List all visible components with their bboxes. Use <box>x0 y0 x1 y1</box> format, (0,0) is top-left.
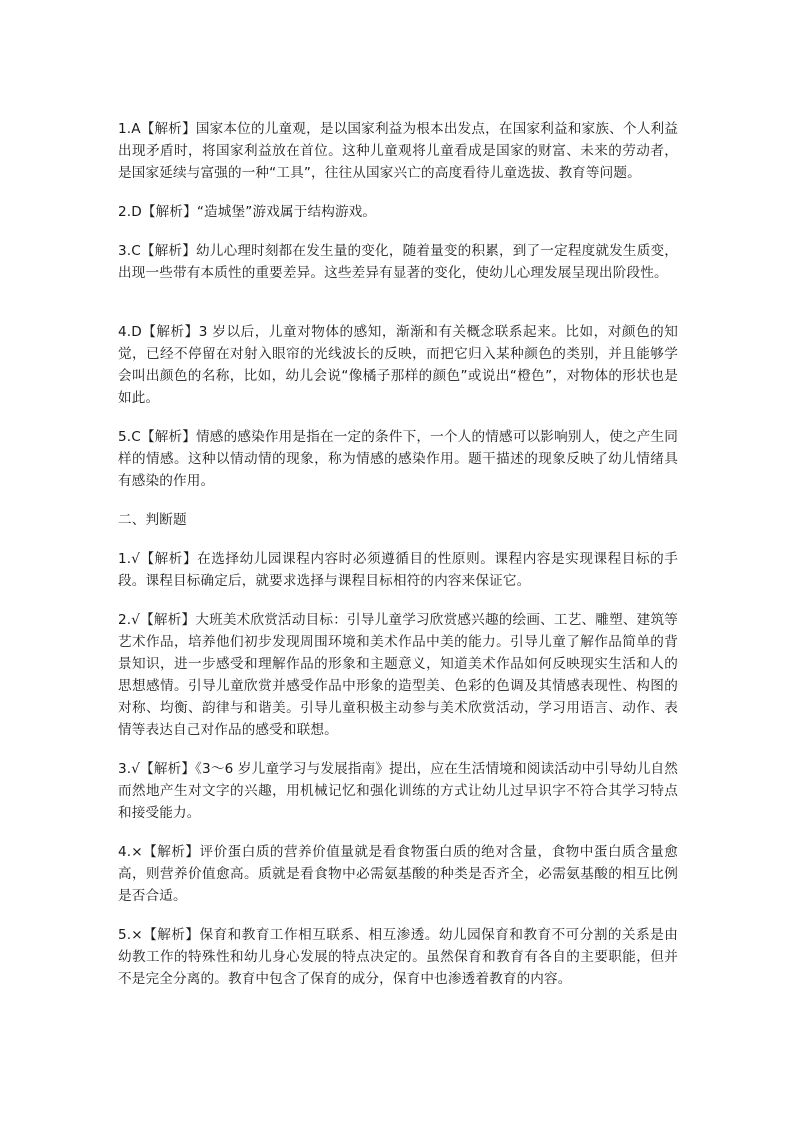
answer-1-judgment: 1.√【解析】在选择幼儿园课程内容时必须遵循目的性原则。课程内容是实现课程目标的手段。课程目标确定后，就要求选择与课程目标相符的内容来保证它。 <box>118 551 678 589</box>
answer-5-judgment: 5.×【解析】保育和教育工作相互联系、相互渗透。幼儿园保育和教育不可分割的关系是由幼教工作的特殊性和幼儿身心发展的特点决定的。虽然保育和教育有各自的主要职能，但并不是完全分离的。教育中包含了保育的成分，保育中也渗透着教育的内容。 <box>118 927 678 987</box>
answer-3-single-choice: 3.C【解析】幼儿心理时刻都在发生量的变化，随着量变的积累，到了一定程度就发生质变，出现一些带有本质性的重要差异。这些差异有显著的变化，使幼儿心理发展呈现出阶段性。 <box>118 243 678 281</box>
section-heading-judgment: 二、判断题 <box>118 512 187 528</box>
answer-5-single-choice: 5.C【解析】情感的感染作用是指在一定的条件下，一个人的情感可以影响别人，使之产生同样的情感。这种以情动情的现象，称为情感的感染作用。题干描述的现象反映了幼儿情绪具有感染的作用。 <box>118 429 678 489</box>
document-page <box>118 118 678 990</box>
answer-4-judgment: 4.×【解析】评价蛋白质的营养价值量就是看食物蛋白质的绝对含量，食物中蛋白质含量愈高，则营养价值愈高。质就是看食物中必需氨基酸的种类是否齐全，必需氨基酸的相互比例是否合适。 <box>118 844 678 904</box>
answer-2-single-choice: 2.D【解析】“造城堡”游戏属于结构游戏。 <box>118 204 377 220</box>
answer-3-judgment: 3.√【解析】《3～6 岁儿童学习与发展指南》提出，应在生活情境和阅读活动中引导幼儿自然而然地产生对文字的兴趣，用机械记忆和强化训练的方式让幼儿过早识字不符合其学习特点和接受能力。 <box>118 761 678 821</box>
answer-4-single-choice: 4.D【解析】3 岁以后，儿童对物体的感知，渐渐和有关概念联系起来。比如，对颜色的知觉，已经不停留在对射入眼帘的光线波长的反映，而把它归入某种颜色的类别，并且能够学会叫出颜色的名称，比如，幼儿会说“像橘子那样的颜色”或说出“橙色”，对物体的形状也是如此。 <box>118 324 678 406</box>
answer-1-single-choice: 1.A【解析】国家本位的儿童观，是以国家利益为根本出发点，在国家利益和家族、个人利益出现矛盾时，将国家利益放在首位。这种儿童观将儿童看成是国家的财富、未来的劳动者，是国家延续与富强的一种“工具”，往往从国家兴亡的高度看待儿童选拔、教育等问题。 <box>118 121 678 181</box>
answer-2-judgment: 2.√【解析】大班美术欣赏活动目标：引导儿童学习欣赏感兴趣的绘画、工艺、雕塑、建筑等艺术作品，培养他们初步发现周围环境和美术作品中美的能力。引导儿童了解作品简单的背景知识，进一步感受和理解作品的形象和主题意义，知道美术作品如何反映现实生活和人的思想感情。引导儿童欣赏并感受作品中形象的造型美、色彩的色调及其情感表现性、构图的对称、均衡、韵律与和谐美。引导儿童积极主动参与美术欣赏活动，学习用语言、动作、表情等表达自己对作品的感受和联想。 <box>118 612 678 738</box>
